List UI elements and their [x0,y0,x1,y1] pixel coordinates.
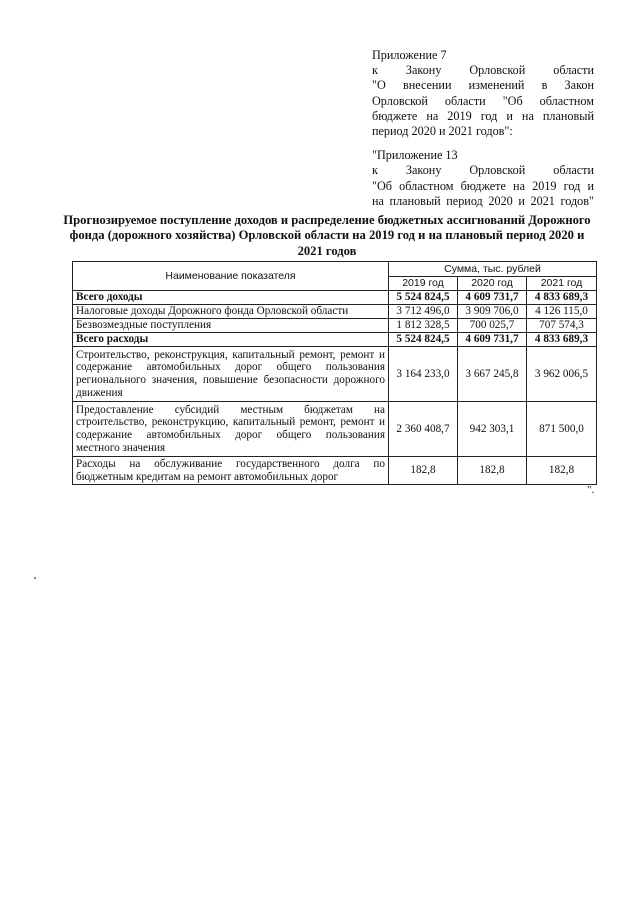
cell-value: 4 833 689,3 [527,291,597,305]
document-title: Прогнозируемое поступление доходов и распределение бюджетных ассигнований Дорожного фонда (дорожного хозяйства) Орловской области на 2019 год и на плановый период 2020 и 2021 годов [63,213,591,258]
row-label: Налоговые доходы Дорожного фонда Орловской области [73,305,389,319]
appendix-line: бюджете на 2019 год и на плановый [372,108,594,123]
table-row [73,333,597,347]
row-label: Предоставление субсидий местным бюджетам на строительство, реконструкцию, капитальный ремонт, ремонт и содержание автомобильных дорог общего пользования местного значения [73,402,389,457]
cell-value: 942 303,1 [458,402,527,457]
cell-value: 3 164 233,0 [389,347,458,402]
header-year: 2020 год [458,277,527,291]
budget-table [72,261,597,485]
header-sum: Сумма, тыс. рублей [389,262,597,277]
row-label: Строительство, реконструкция, капитальный ремонт, ремонт и содержание автомобильных дорог общего пользования регионального значения, повышение безопасности дорожного движения [73,347,389,402]
cell-value: 5 524 824,5 [389,291,458,305]
cell-value: 4 609 731,7 [458,291,527,305]
cell-value: 700 025,7 [458,319,527,333]
appendix-line: Приложение 7 [372,48,447,62]
cell-value: 3 712 496,0 [389,305,458,319]
appendix-line: на плановый период 2020 и 2021 годов" [372,193,594,208]
table-row [73,457,597,485]
cell-value: 871 500,0 [527,402,597,457]
header-year: 2019 год [389,277,458,291]
appendix-line: "О внесении изменений в Закон [372,78,594,93]
appendix-header [372,48,594,209]
table-row [73,291,597,305]
scan-speck [34,577,36,579]
appendix-line: к Закону Орловской области [372,163,594,178]
table-row [73,347,597,402]
row-label: Расходы на обслуживание государственного долга по бюджетным кредитам на ремонт автомобильных дорог [73,457,389,485]
cell-value: 3 909 706,0 [458,305,527,319]
cell-value: 707 574,3 [527,319,597,333]
row-label: Всего доходы [73,291,389,305]
cell-value: 4 833 689,3 [527,333,597,347]
appendix-line: к Закону Орловской области [372,63,594,78]
appendix-line: "Об областном бюджете на 2019 год и [372,178,594,193]
appendix-line: "Приложение 13 [372,148,458,163]
appendix-line: Орловской области "Об областном [372,93,594,108]
row-label: Безвозмездные поступления [73,319,389,333]
cell-value: 4 609 731,7 [458,333,527,347]
closing-quote: ". [587,484,595,496]
cell-value: 1 812 328,5 [389,319,458,333]
cell-value: 2 360 408,7 [389,402,458,457]
header-year: 2021 год [527,277,597,291]
table-row [73,402,597,457]
appendix-line: период 2020 и 2021 годов": [372,124,513,139]
cell-value: 3 667 245,8 [458,347,527,402]
cell-value: 5 524 824,5 [389,333,458,347]
table-row [73,305,597,319]
cell-value: 182,8 [389,457,458,485]
cell-value: 4 126 115,0 [527,305,597,319]
cell-value: 3 962 006,5 [527,347,597,402]
row-label: Всего расходы [73,333,389,347]
cell-value: 182,8 [527,457,597,485]
header-name: Наименование показателя [73,262,389,291]
cell-value: 182,8 [458,457,527,485]
table-row [73,319,597,333]
